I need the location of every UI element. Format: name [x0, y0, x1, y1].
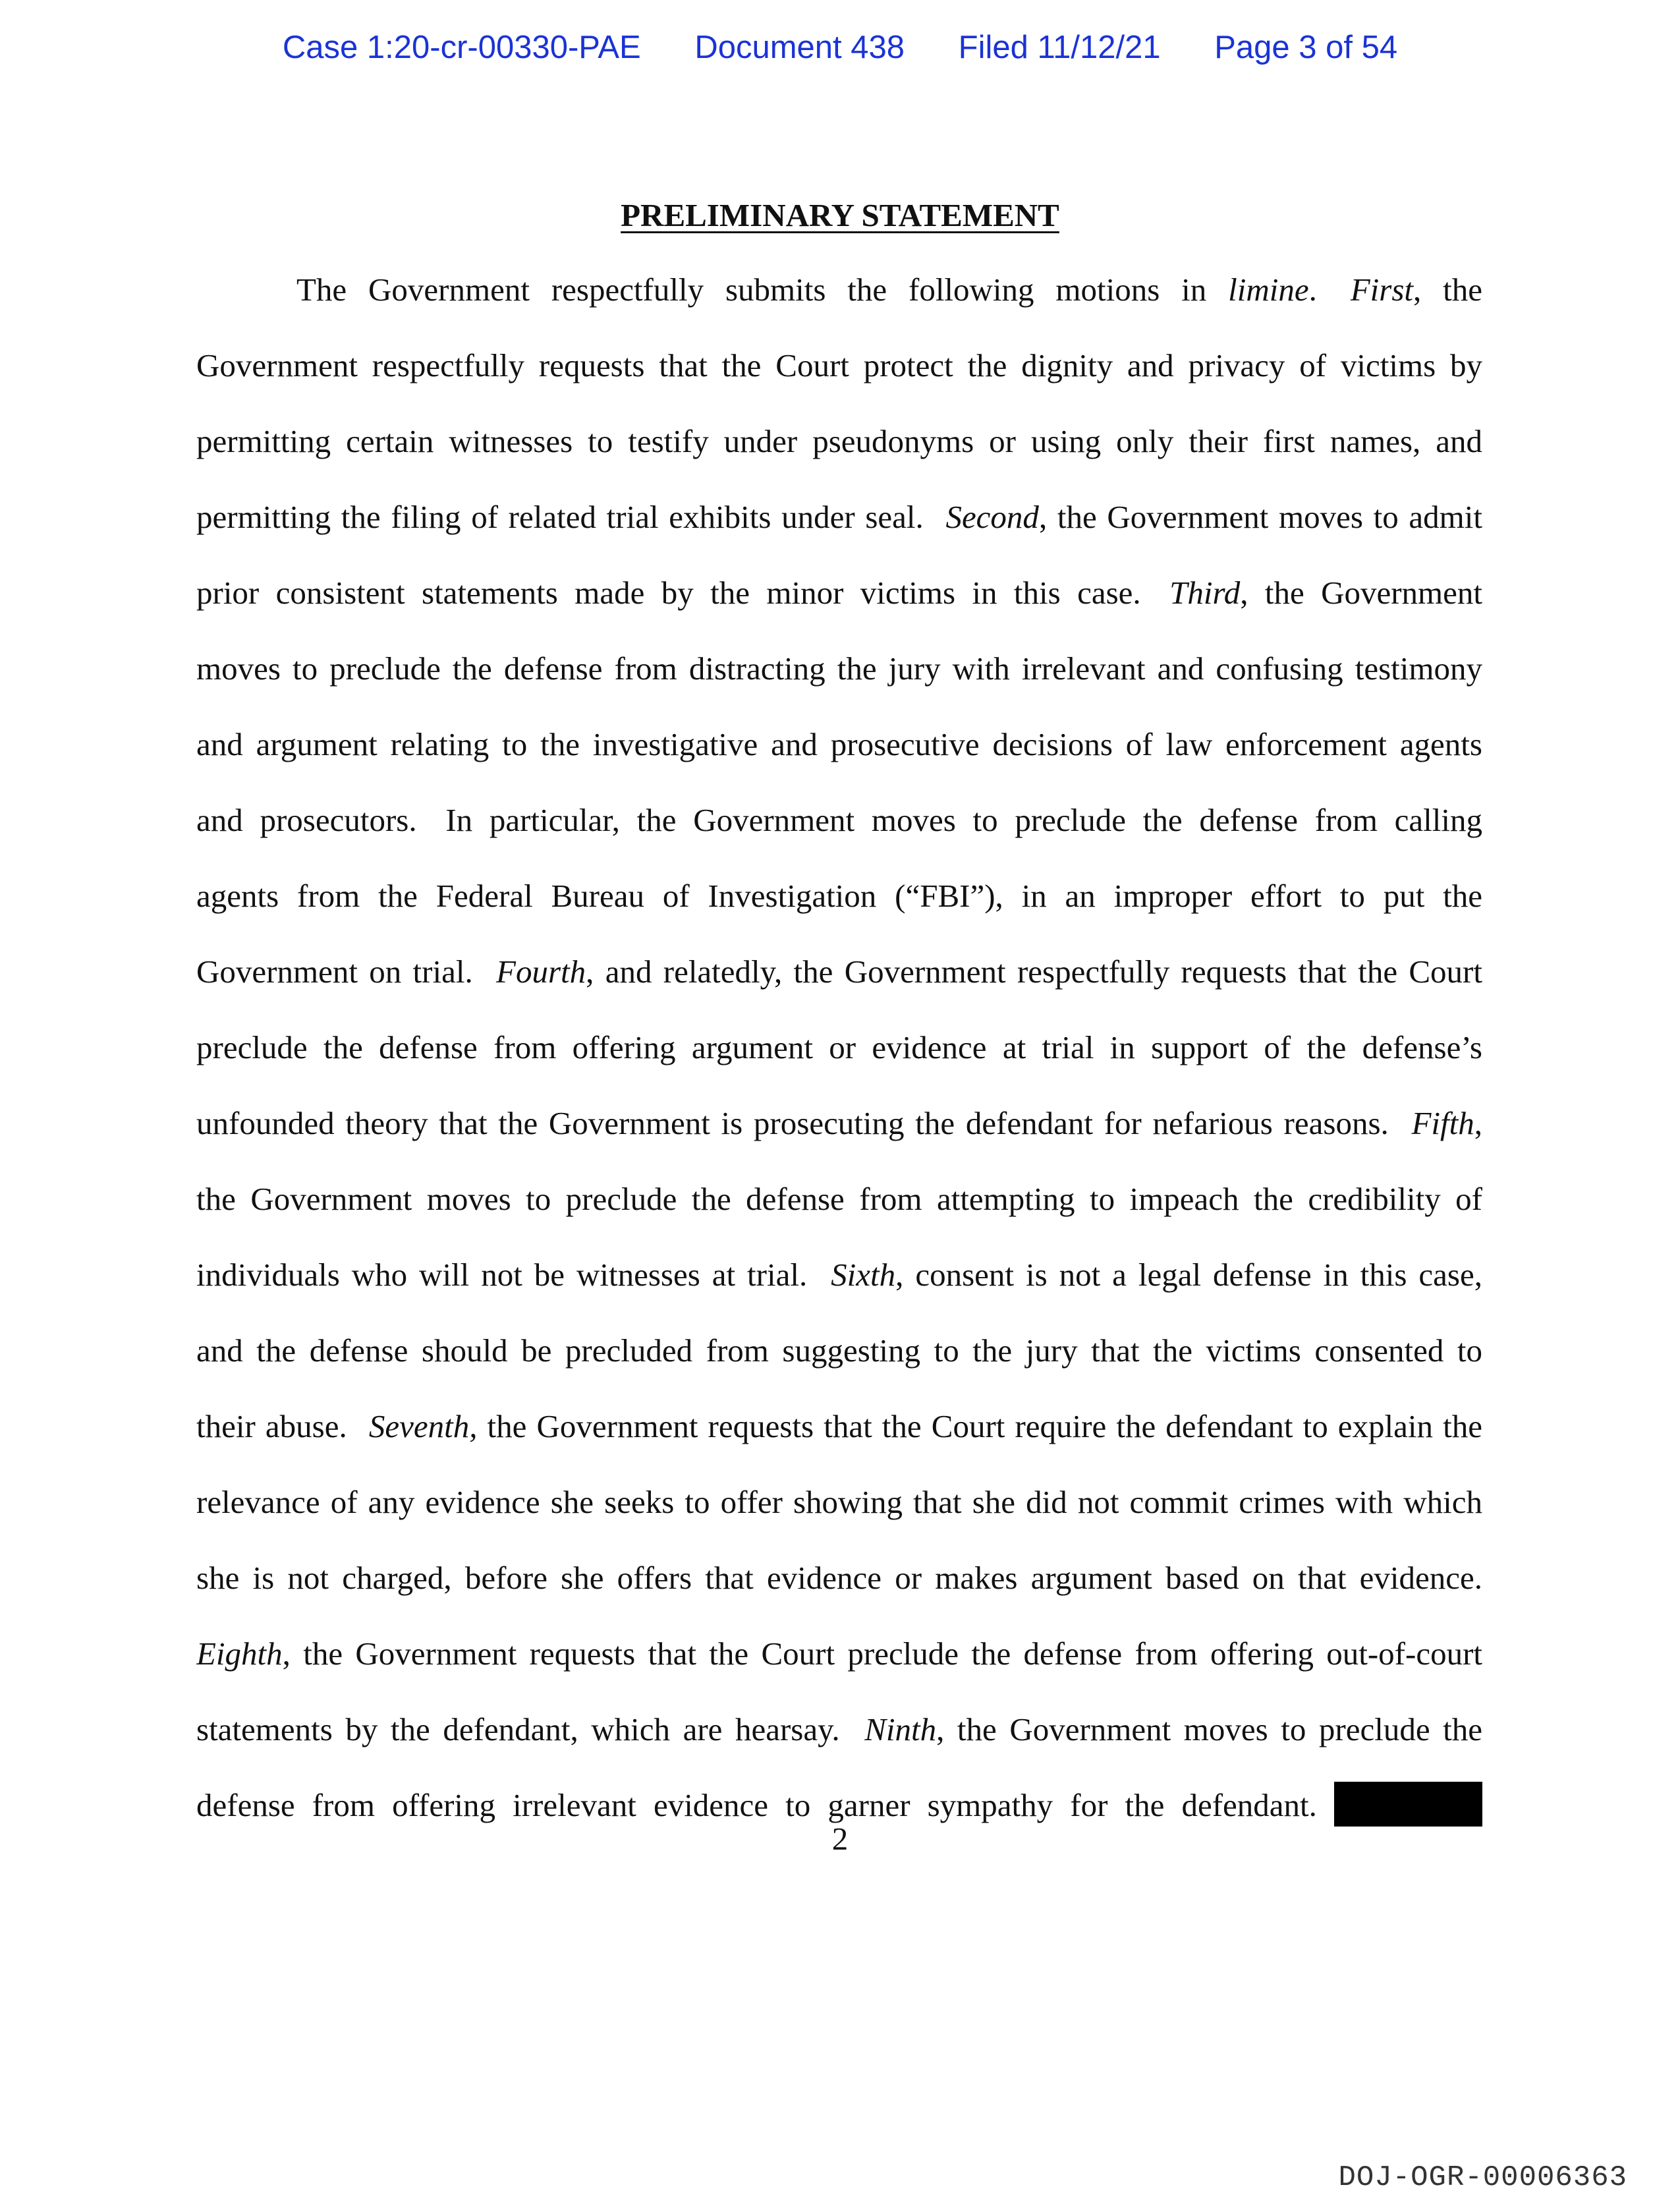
bates-number: DOJ-OGR-00006363	[1338, 2161, 1627, 2194]
text-line: The Government respectfully submits the following motions in limine. First, the	[296, 271, 1482, 308]
text-line: and prosecutors. In particular, the Government moves to preclude the defense from calling	[196, 802, 1482, 838]
text-line: unfounded theory that the Government is prosecuting the defendant for nefarious reasons. Fifth,	[196, 1105, 1482, 1141]
text-line: moves to preclude the defense from distracting the jury with irrelevant and confusing testimony	[196, 650, 1482, 687]
text-line: the Government moves to preclude the defense from attempting to impeach the credibility of	[196, 1181, 1482, 1217]
ecf-case-number: Case 1:20-cr-00330-PAE	[282, 30, 641, 65]
text-line: prior consistent statements made by the minor victims in this case. Third, the Government	[196, 575, 1482, 611]
text-line: Eighth, the Government requests that the Court preclude the defense from offering out-of-court	[196, 1635, 1482, 1672]
ecf-filed-date: Filed 11/12/21	[958, 30, 1161, 65]
text-line: their abuse. Seventh, the Government requests that the Court require the defendant to explain the	[196, 1408, 1482, 1444]
text-line: relevance of any evidence she seeks to offer showing that she did not commit crimes with which	[196, 1484, 1482, 1520]
text-line: and the defense should be precluded from suggesting to the jury that the victims consented to	[196, 1332, 1482, 1369]
text-line: and argument relating to the investigative and prosecutive decisions of law enforcement agents	[196, 726, 1482, 762]
ecf-page-count: Page 3 of 54	[1214, 30, 1398, 65]
text-line: permitting the filing of related trial exhibits under seal. Second, the Government moves to admit	[196, 499, 1482, 535]
text-line: Government respectfully requests that the Court protect the dignity and privacy of victims by	[196, 347, 1482, 383]
body-paragraph	[196, 264, 1482, 1855]
text-line: defense from offering irrelevant evidence to garner sympathy for the defendant.	[196, 1779, 1482, 1855]
text-line: Government on trial. Fourth, and relatedly, the Government respectfully requests that the Court	[196, 953, 1482, 990]
text-line: statements by the defendant, which are hearsay. Ninth, the Government moves to preclude the	[196, 1711, 1482, 1747]
text-line: agents from the Federal Bureau of Investigation (“FBI”), in an improper effort to put the	[196, 878, 1482, 914]
text-line: permitting certain witnesses to testify under pseudonyms or using only their first names, and	[196, 423, 1482, 459]
page-number: 2	[831, 1821, 849, 1857]
text-line: preclude the defense from offering argument or evidence at trial in support of the defense’s	[196, 1029, 1482, 1065]
ecf-document-number: Document 438	[694, 30, 905, 65]
ecf-header-stamp	[0, 29, 1680, 66]
text-line: she is not charged, before she offers that evidence or makes argument based on that evidence.	[196, 1560, 1482, 1596]
text-line: individuals who will not be witnesses at trial. Sixth, consent is not a legal defense in this case,	[196, 1257, 1482, 1293]
section-heading: PRELIMINARY STATEMENT	[621, 197, 1059, 233]
